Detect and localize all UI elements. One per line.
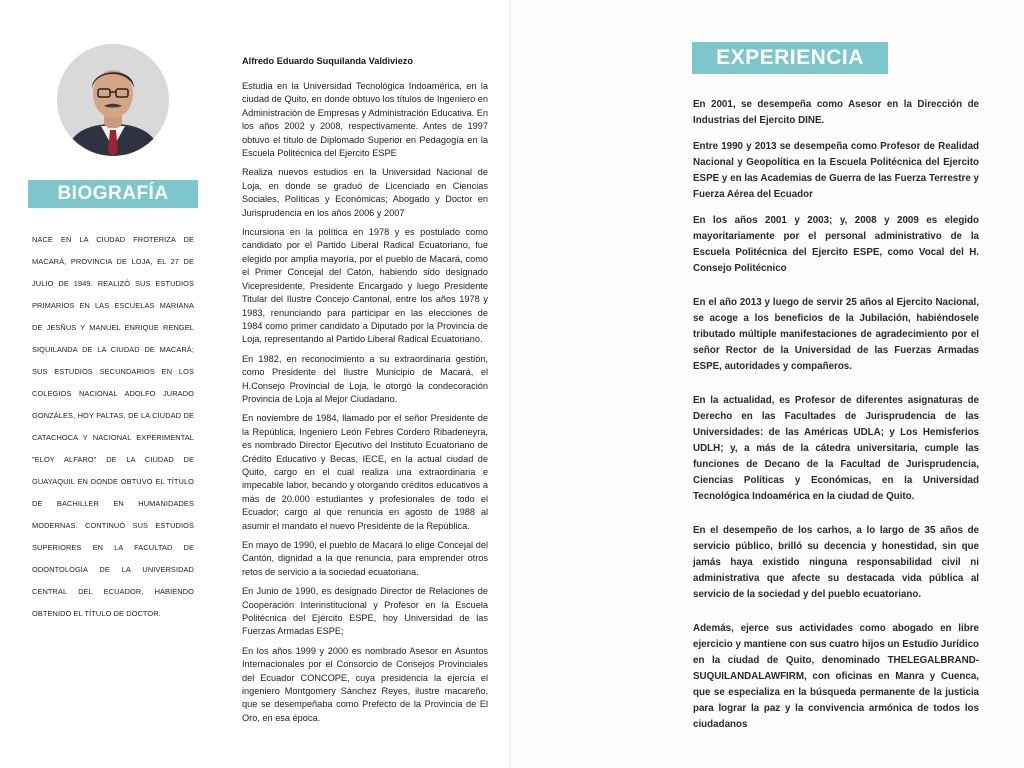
experience-paragraph: Entre 1990 y 2013 se desempeña como Profesor de Realidad Nacional y Geopolítica en la Escuela Politécnica del Ejercito ESPE y en las Academias de Guerra de las Fuerza Terrestre y Fuerza Aérea del Ecuador [693,141,979,200]
middle-paragraph: En 1982, en reconocimiento a su extraordinaria gestión, como Presidente del Ilustre Municipio de Macará, el H.Consejo Provincial de Loja, le otorgó la condecoración Provincia de Loja al Mejor Ciudadano. [242,353,488,404]
experience-paragraph: En el año 2013 y luego de servir 25 años al Ejercito Nacional, se acoge a los beneficios de la Jubilación, habiéndosele tributado múltiple manifestaciones de agradecimiento por el señor Rector de la Universidad de las Fuerzas Armadas ESPE, autoridades y compañeros. [693,297,979,372]
experience-paragraph: En los años 2001 y 2003; y, 2008 y 2009 es elegido mayoritariamente por el personal administrativo de la Escuela Politécnica del Ejercito ESPE, como Vocal del H. Consejo Politécnico [693,215,979,274]
experience-heading: EXPERIENCIA [692,42,888,74]
biography-heading: BIOGRAFÍA [28,180,198,208]
middle-column [242,56,488,731]
middle-paragraph: En noviembre de 1984, llamado por el señor Presidente de la República, Ingeniero León Febres Cordero Ribadeneyra, es nombrado Director Ejecutivo del Instituto Ecuatoriano de Crédito Educativo y Becas, IECE, en la actual ciudad de Quito, cargo en el cual realiza una extraordinaria e impecable labor, becando y otorgando créditos educativos a más de 20.000 estudiantes y profesionales de todo el Ecuador; cargo al que renuncia en agosto de 1988 al asumir el mandato el nuevo Presidente de la República. [242,413,488,531]
middle-paragraph: En Junio de 1990, es designado Director de Relaciones de Cooperación Interinstitucional y Profesor en la Escuela Politécnica del Ejército ESPE, hoy Universidad de las Fuerzas Armadas ESPE; [242,586,488,637]
middle-paragraph: Incursiona en la política en 1978 y es postulado como candidato por el Partido Liberal Radical Ecuatoriano, fue elegido por amplia mayoría, por el pueblo de Macará, como el Primer Concejal del Catón, habiendo sido designado Vicepresidente, Presidente Encargado y luego Presidente Titular del Ilustre Concejo Cantonal, entre los años 1978 y 1983, renunciando para participar en las elecciones de 1984 como primer candidato a Diputado por la Provincia de Loja, representando al Partido Liberal Radical Ecuatoriano. [242,227,488,345]
experience-paragraph: En el desempeño de los carhos, a lo largo de 35 años de servicio público, brilló su decencia y honestidad, sin que jamás haya existido ninguna responsabilidad civil ni administrativa que afecte su destacada vida pública al servicio de la sociedad y del pueblo ecuatoriano. [693,525,979,600]
middle-paragraph: Estudia en la Universidad Tecnológica Indoamérica, en la ciudad de Quito, en donde obtuvo los títulos de Ingeniero en Administración de Empresas y Administración Educativa. En los años 2002 y 2008, respectivamente. Antes de 1997 obtuvo el título de Diplomado Superior en Pedagogía en la Escuela Politécnica del Ejercito ESPE [242,81,488,159]
middle-paragraph: En los años 1999 y 2000 es nombrado Asesor en Asuntos Internacionales por el Consorcio de Consejos Provinciales del Ecuador CONCOPE, cuya presidencia la ejercía el ingeniero Montgomery Sánchez Reyes, ilustre macareño, que se desempeñaba como Prefecto de la Provincia de El Oro, en esa época. [242,645,488,723]
experience-paragraph: Además, ejerce sus actividades como abogado en libre ejercicio y mantiene con sus cuatro hijos un Estudio Jurídico en la ciudad de Quito, denominado THELEGALBRAND-SUQUILANDALAWFIRM, con oficinas en Manra y Cuenca, que se especializa en la búsqueda permanente de la justicia para lograr la paz y la convivencia armónica de todos los ciudadanos [693,623,979,730]
experience-paragraph: En la actualidad, es Profesor de diferentes asignaturas de Derecho en las Facultades de Jurisprudencia de las Universidades: de las Américas UDLA; y Los Hemisferios UDLH; y, a más de la cátedra universitaria, cumple las funciones de Decano de la Facultad de Jurisprudencia, Ciencias Políticas y Económicas, en la Universidad Tecnológica Indoamérica en la ciudad de Quito. [693,395,979,502]
experience-column [693,97,979,743]
person-name: Alfredo Eduardo Suquilanda Valdiviezo [242,56,414,66]
page-spine [509,0,511,768]
experience-paragraph: En 2001, se desempeña como Asesor en la Dirección de Industrias del Ejercito DINE. [693,99,979,126]
middle-paragraph: En mayo de 1990, el pueblo de Macará lo elige Concejal del Cantón, dignidad a la que renuncia, para emprender otros retos de servicio a la sociedad ecuatoriana. [242,540,488,577]
portrait-photo [57,44,169,156]
biography-text: NACE EN LA CIUDAD FROTERIZA DE MACARÁ, PROVINCIA DE LOJA, EL 27 DE JULIO DE 1949. REALIZÓ SUS ESTUDIOS PRIMARIOS EN LAS ESCUELAS MARIANA DE JESÑUS Y MANUEL ENRIQUE RENGEL SIQUILANDA DE LA CIUDAD DE MACARÁ; SUS ESTUDIOS SECUNDARIOS EN LOS COLEGIOS NACIONAL ADOLFO JURADO GONZÁLES, HOY PALTAS, DE LA CIUDAD DE CATACHOCA Y NACIONAL EXPERIMENTAL "ELOY ALFARO" DE LA CIUDAD DE GUAYAQUIL EN DONDE OBTUVO EL TÍTULO DE BACHILLER EN HUMANIDADES MODERNAS. CONTINUÓ SUS ESTUDIOS SUPERIORES EN LA FACULTAD DE ODONTOLOGÍA DE LA UNIVERSIDAD CENTRAL DEL ECUADOR, HABIENDO OBTENIDO EL TÍTULO DE DOCTOR. [32,235,194,618]
portrait-illustration [57,44,169,156]
middle-paragraph: Realiza nuevos estudios en la Universidad Nacional de Loja, en donde se graduó de Licenciado en Ciencias Sociales, Políticas y Económicas; Abogado y Doctor en Jurisprudencia en los años 2006 y 2007 [242,167,488,218]
